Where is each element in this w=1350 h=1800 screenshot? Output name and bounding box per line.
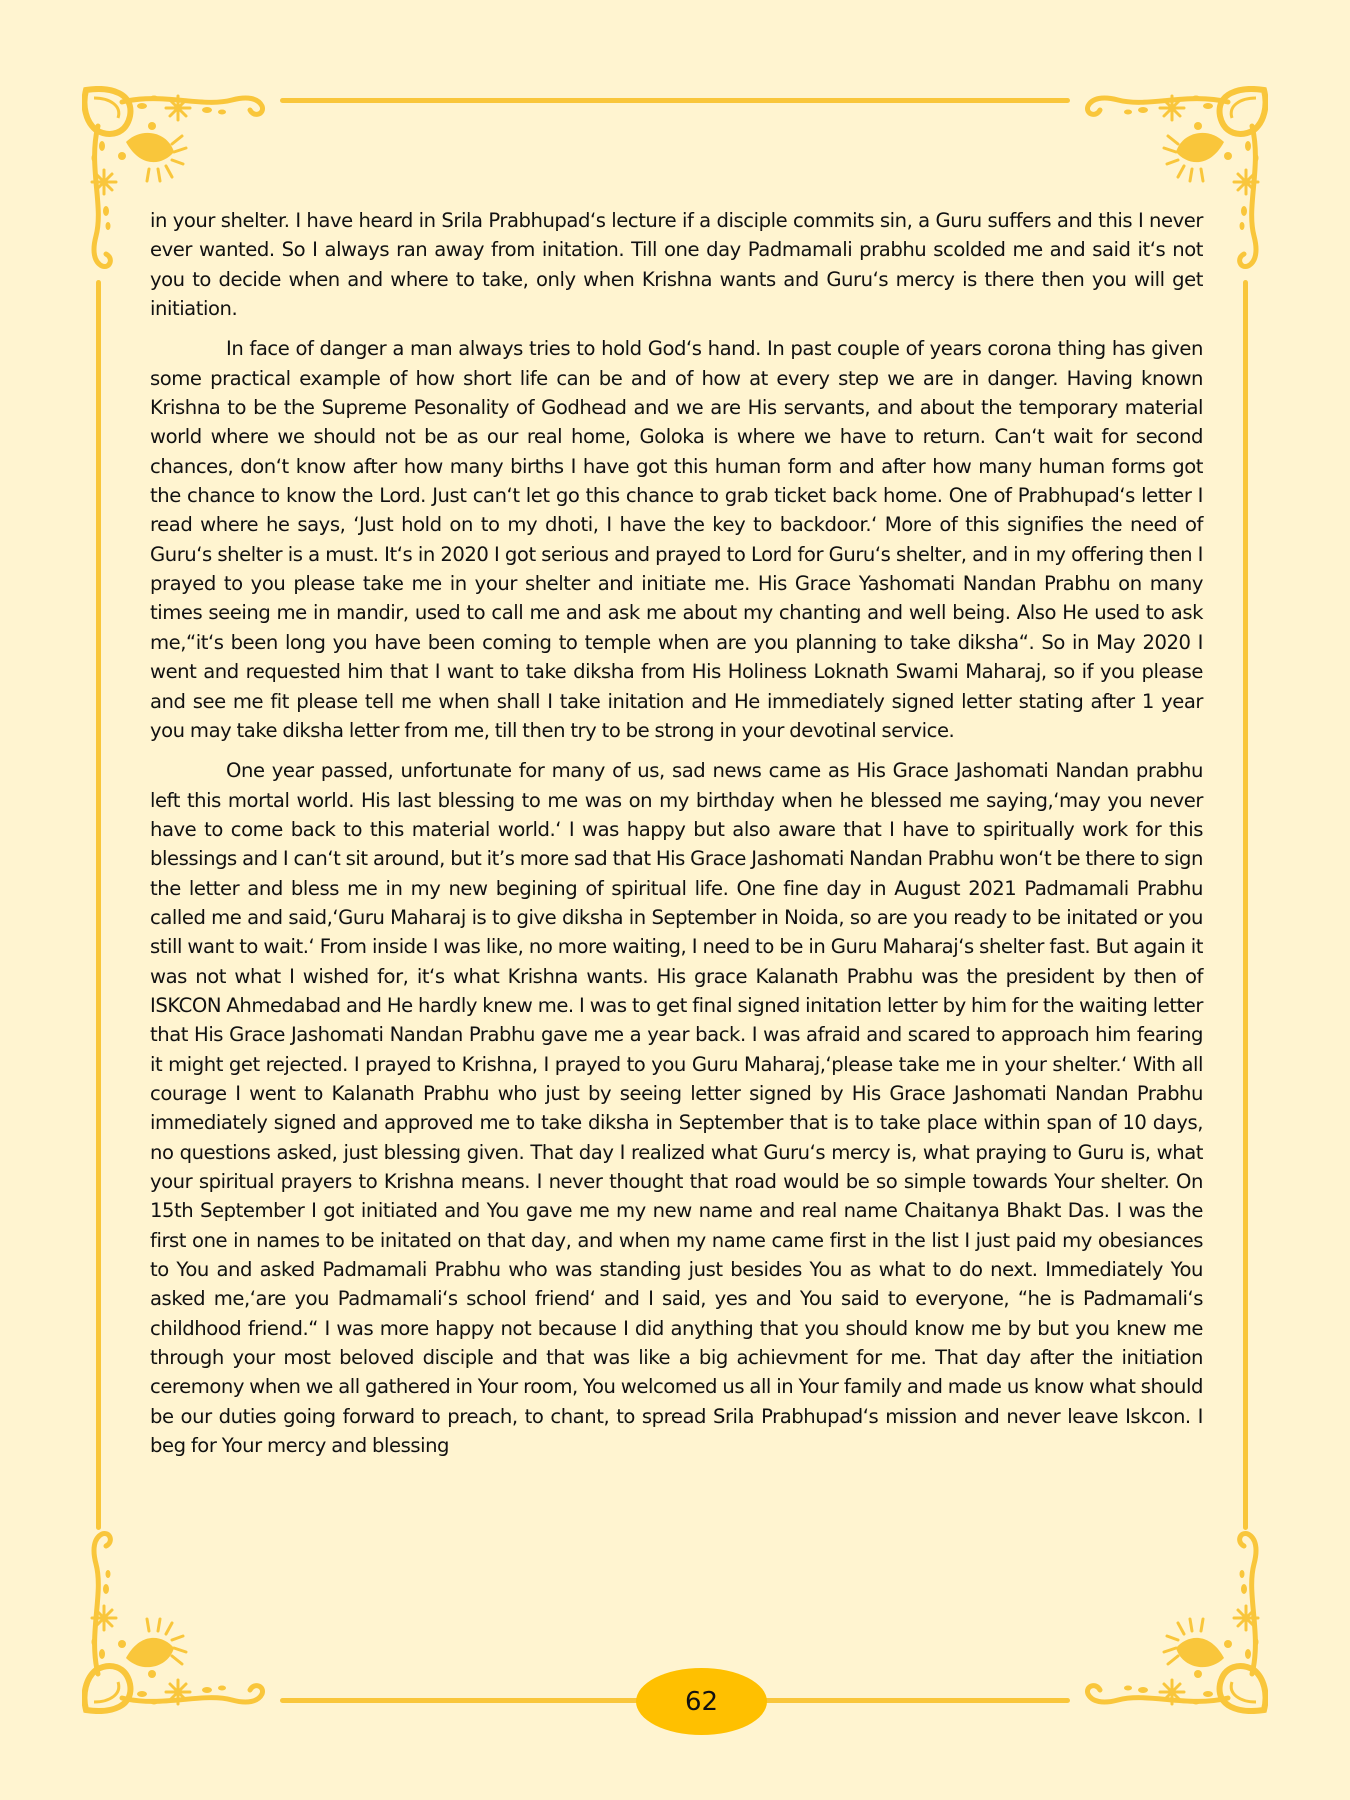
body-text bbox=[150, 206, 1203, 1471]
bottom-left-corner-ornament-icon bbox=[82, 1524, 272, 1714]
paragraph: One year passed, unfortunate for many of us, sad news came as His Grace Jashomati Nandan prabhu left this mortal world. His last blessing to me was on my birthday when he blessed me saying,‘may you never have to come back to this material world.‘ I was happy but also aware that I have to spiritually work for this blessings and I can‘t sit around, but it’s more sad that His Grace Jashomati Nandan Prabhu won‘t be there to sign the letter and bless me in my new begining of spiritual life. One fine day in August 2021 Padmamali Prabhu called me and said,‘Guru Maharaj is to give diksha in September in Noida, so are you ready to be initated or you still want to wait.‘ From inside I was like, no more waiting, I need to be in Guru Maharaj‘s shelter fast. But again it was not what I wished for, it‘s what Krishna wants. His grace Kalanath Prabhu was the president by then of ISKCON Ahmedabad and He hardly knew me. I was to get final signed initation letter by him for the waiting letter that His Grace Jashomati Nandan Prabhu gave me a year back. I was afraid and scared to approach him fearing it might get rejected. I prayed to Krishna, I prayed to you Guru Maharaj,‘please take me in your shelter.‘ With all courage I went to Kalanath Prabhu who just by seeing letter signed by His Grace Jashomati Nandan Prabhu immediately signed and approved me to take diksha in September that is to take place within span of 10 days, no questions asked, just blessing given. That day I realized what Guru‘s mercy is, what praying to Guru is, what your spiritual prayers to Krishna means. I never thought that road would be so simple towards Your shelter. On 15th September I got initiated and You gave me my new name and real name Chaitanya Bhakt Das. I was the first one in names to be initated on that day, and when my name came first in the list I just paid my obesiances to You and asked Padmamali Prabhu who was standing just besides You as what to do next. Immediately You asked me,‘are you Padmamali‘s school friend‘ and I said, yes and You said to everyone, “he is Padmamali‘s childhood friend.“ I was more happy not because I did anything that you should know me by but you knew me through your most beloved disciple and that was like a big achievment for me. That day after the initiation ceremony when we all gathered in Your room, You welcomed us all in Your family and made us know what should be our duties going forward to preach, to chant, to spread Srila Prabhupad‘s mission and never leave Iskcon. I beg for Your mercy and blessing bbox=[150, 759, 1203, 1458]
left-border-line bbox=[96, 280, 101, 1530]
top-border-line bbox=[280, 98, 1070, 103]
right-border-line bbox=[1243, 280, 1248, 1530]
paragraph: in your shelter. I have heard in Srila Prabhupad‘s lecture if a disciple commits sin, a Guru suffers and this I never ever wanted. So I always ran away from initation. Till one day Padmamali prabhu scolded me and said it‘s not you to decide when and where to take, only when Krishna wants and Guru‘s mercy is there then you will get initiation. bbox=[150, 209, 1203, 321]
bottom-right-corner-ornament-icon bbox=[1078, 1524, 1268, 1714]
page-number-badge bbox=[636, 1668, 767, 1735]
page-number: 62 bbox=[684, 1686, 719, 1717]
paragraph: In face of danger a man always tries to hold God‘s hand. In past couple of years corona thing has given some practical example of how short life can be and of how at every step we are in danger. Having known Krishna to be the Supreme Pesonality of Godhead and we are His servants, and about the temporary material world where we should not be as our real home, Goloka is where we have to return. Can‘t wait for second chances, don‘t know after how many births I have got this human form and after how many human forms got the chance to know the Lord. Just can‘t let go this chance to grab ticket back home. One of Prabhupad‘s letter I read where he says, ‘Just hold on to my dhoti, I have the key to backdoor.‘ More of this signifies the need of Guru‘s shelter is a must. It‘s in 2020 I got serious and prayed to Lord for Guru‘s shelter, and in my offering then I prayed to you please take me in your shelter and initiate me. His Grace Yashomati Nandan Prabhu on many times seeing me in mandir, used to call me and ask me about my chanting and well being. Also He used to ask me,“it‘s been long you have been coming to temple when are you planning to take diksha“. So in May 2020 I went and requested him that I want to take diksha from His Holiness Loknath Swami Maharaj, so if you please and see me fit please tell me when shall I take initation and He immediately signed letter stating after 1 year you may take diksha letter from me, till then try to be strong in your devotinal service. bbox=[150, 337, 1203, 742]
